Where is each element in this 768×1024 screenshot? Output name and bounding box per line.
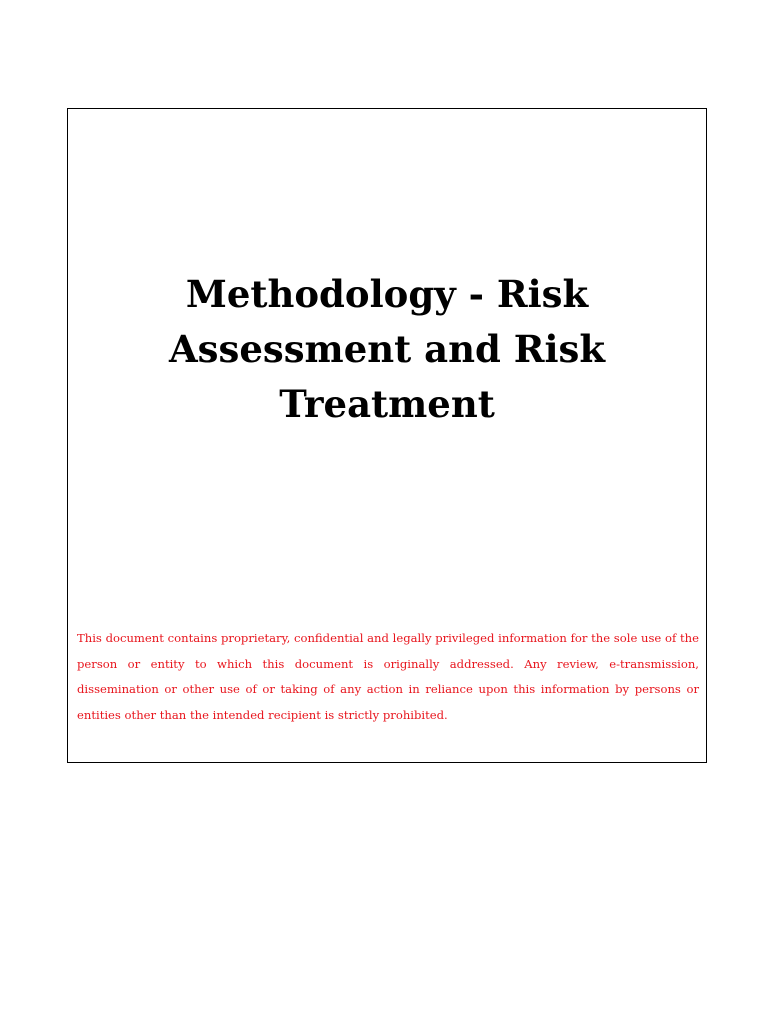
cover-frame <box>67 108 707 763</box>
confidentiality-notice: This document contains proprietary, confidential and legally privileged information for the sole use of the person or entity to which this document is originally addressed. Any review, e-transmission, dissemination or other use of or taking of any action in reliance upon this information by persons or entities other than the intended recipient is strictly prohibited. <box>77 631 699 723</box>
title-line-1: Methodology - Risk <box>185 272 589 316</box>
title-line-3: Treatment <box>279 382 495 426</box>
title-line-2: Assessment and Risk <box>168 327 606 371</box>
document-title <box>68 267 706 432</box>
